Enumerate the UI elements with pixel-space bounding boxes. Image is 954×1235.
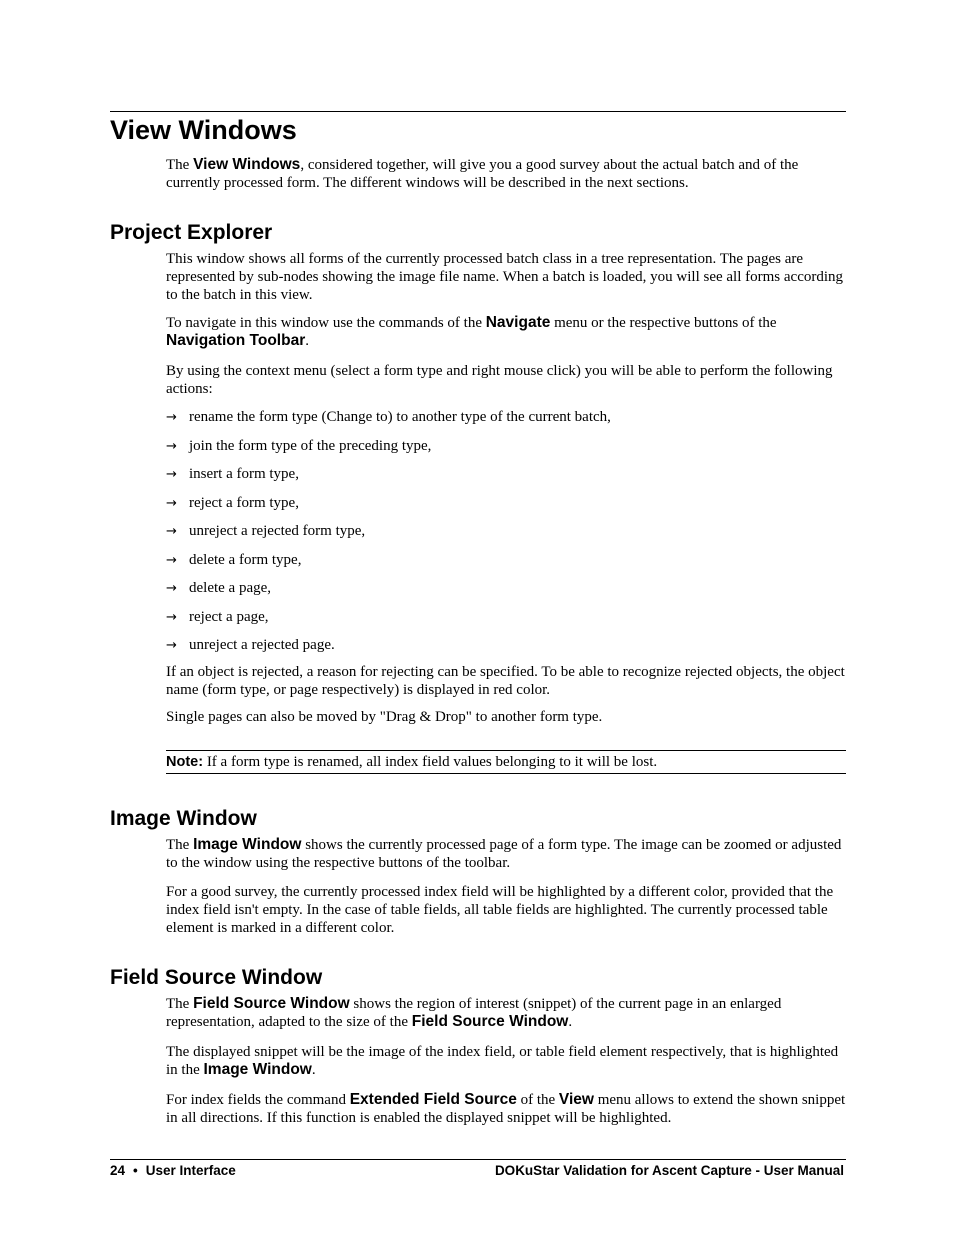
header-rule	[110, 111, 846, 112]
list-item: → unreject a rejected page.	[166, 637, 335, 653]
arrow-right-icon: →	[166, 581, 177, 596]
ui-term: Image Window	[193, 836, 302, 853]
ui-term: Field Source Window	[193, 995, 350, 1012]
arrow-right-icon: →	[166, 410, 177, 425]
intro-paragraph: The View Windows, considered together, will give you a good survey about the actual batch and of the currently processed form. The different windows will be described in the next sections.	[166, 156, 799, 191]
project-explorer-paragraph-1: This window shows all forms of the currently processed batch class in a tree representation. The pages are represented by sub-nodes showing the image file name. When a batch is loaded, you will see all forms according to the batch in this view.	[166, 251, 844, 303]
image-window-paragraph-2: For a good survey, the currently processed index field will be highlighted by a different color, provided that the index field isn't empty. In the case of table fields, all table fields are highlighted. The currently processed table element is marked in a different color.	[166, 884, 834, 936]
project-explorer-paragraph-4: If an object is rejected, a reason for rejecting can be specified. To be able to recognize rejected objects, the object name (form type, or page respectively) is displayed in red color.	[166, 664, 845, 698]
list-item: → reject a page,	[166, 609, 269, 625]
list-item: → delete a form type,	[166, 552, 302, 568]
note-label: Note:	[166, 754, 204, 770]
section-heading-field-source-window: Field Source Window	[110, 966, 323, 989]
arrow-right-icon: →	[166, 467, 177, 482]
footer-manual-title: DOKuStar Validation for Ascent Capture - User Manual	[494, 1163, 844, 1178]
page-number: 24	[110, 1163, 126, 1178]
ui-term: View	[558, 1091, 594, 1108]
project-explorer-paragraph-3: By using the context menu (select a form type and right mouse click) you will be able to perform the following actions:	[166, 363, 833, 397]
arrow-right-icon: →	[166, 439, 177, 454]
project-explorer-paragraph-2: To navigate in this window use the commands of the Navigate menu or the respective buttons of the Navigation Toolbar.	[166, 314, 777, 349]
ui-term: Navigation Toolbar	[166, 332, 306, 349]
note-text: If a form type is renamed, all index field values belonging to it will be lost.	[203, 754, 658, 770]
footer-left	[110, 1162, 236, 1180]
ui-term: Navigate	[485, 314, 551, 331]
field-source-paragraph-3: For index fields the command Extended Field Source of the View menu allows to extend the shown snippet in all directions. If this function is enabled the displayed snippet will be highlighted.	[166, 1091, 846, 1126]
arrow-right-icon: →	[166, 496, 177, 511]
ui-term: Image Window	[203, 1061, 312, 1078]
field-source-paragraph-1: The Field Source Window shows the region of interest (snippet) of the current page in an enlarged representation, adapted to the size of the Field Source Window.	[166, 995, 782, 1030]
section-heading-project-explorer: Project Explorer	[110, 221, 273, 244]
ui-term: View Windows	[193, 156, 301, 173]
image-window-paragraph-1: The Image Window shows the currently processed page of a form type. The image can be zoomed or adjusted to the window using the respective buttons of the toolbar.	[166, 836, 842, 871]
footer-rule	[110, 1159, 846, 1160]
note-box	[166, 750, 846, 774]
list-item: → reject a form type,	[166, 495, 299, 511]
project-explorer-paragraph-5: Single pages can also be moved by "Drag & Drop" to another form type.	[166, 709, 603, 725]
footer-section: User Interface	[145, 1163, 236, 1178]
field-source-paragraph-2: The displayed snippet will be the image of the index field, or table field element respectively, that is highlighted in the Image Window.	[166, 1044, 839, 1078]
list-item: → insert a form type,	[166, 466, 299, 482]
list-item: → rename the form type (Change to) to another type of the current batch,	[166, 409, 611, 425]
page-title: View Windows	[110, 115, 297, 145]
list-item: → delete a page,	[166, 580, 272, 596]
list-item: → join the form type of the preceding type,	[166, 438, 432, 454]
arrow-right-icon: →	[166, 524, 177, 539]
bullet-icon: •	[133, 1163, 138, 1178]
list-item: → unreject a rejected form type,	[166, 523, 366, 539]
arrow-right-icon: →	[166, 553, 177, 568]
section-heading-image-window: Image Window	[110, 807, 257, 830]
ui-term: Extended Field Source	[349, 1091, 517, 1108]
ui-term: Field Source Window	[411, 1013, 569, 1030]
arrow-right-icon: →	[166, 610, 177, 625]
arrow-right-icon: →	[166, 638, 177, 653]
